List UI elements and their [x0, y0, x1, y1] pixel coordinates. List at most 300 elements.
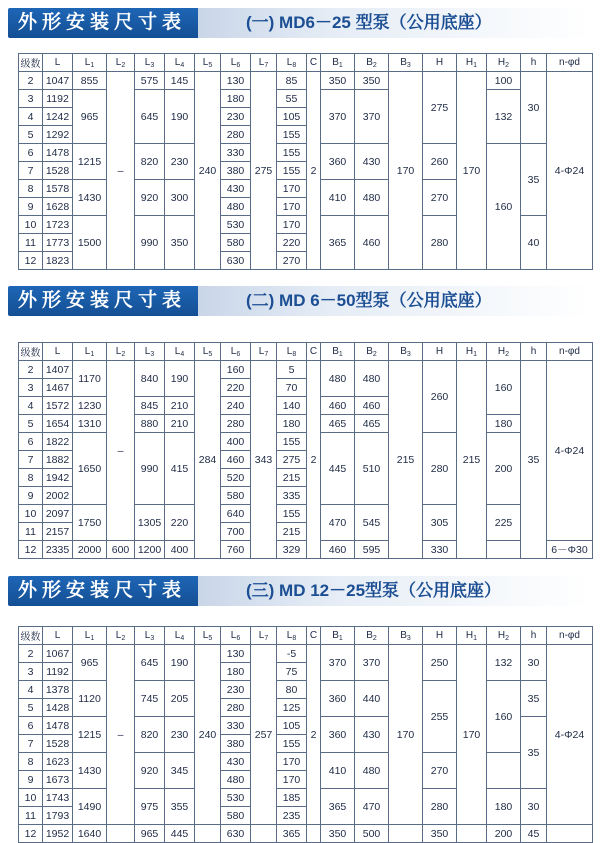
cell: 445	[321, 433, 355, 505]
stage-cell: 2	[19, 645, 43, 663]
cell: 170	[277, 771, 307, 789]
cell: 580	[221, 807, 251, 825]
cell: 370	[355, 90, 389, 144]
cell: 1578	[43, 180, 73, 198]
stage-cell: 6	[19, 144, 43, 162]
cell: 30	[521, 645, 547, 681]
cell: 510	[355, 433, 389, 505]
table-header-row	[19, 54, 593, 72]
cell: 132	[487, 645, 521, 681]
header-cell: $B_3$	[389, 54, 423, 72]
header-cell: L	[43, 54, 73, 72]
cell: 1407	[43, 361, 73, 379]
stage-cell: 9	[19, 771, 43, 789]
cell: 580	[221, 234, 251, 252]
cell	[487, 541, 521, 559]
cell: 990	[135, 216, 165, 270]
cell: 230	[221, 108, 251, 126]
cell: 305	[423, 505, 457, 541]
cell: 1047	[43, 72, 73, 90]
header-cell: C	[307, 343, 321, 361]
table-row	[19, 72, 593, 90]
cell: 380	[221, 162, 251, 180]
cell: 180	[221, 90, 251, 108]
cell: 230	[221, 681, 251, 699]
table-row	[19, 361, 593, 379]
cell: 430	[355, 717, 389, 753]
cell: 329	[277, 541, 307, 559]
header-cell: $B_2$	[355, 627, 389, 645]
cell: 170	[457, 645, 487, 825]
cell: 530	[221, 216, 251, 234]
cell: 1478	[43, 717, 73, 735]
cell: 350	[321, 825, 355, 843]
header-cell: $H_2$	[487, 343, 521, 361]
cell: 1793	[43, 807, 73, 825]
cell: 1490	[73, 789, 107, 825]
cell: 430	[221, 180, 251, 198]
stage-cell: 12	[19, 252, 43, 270]
header-cell: $L_7$	[251, 343, 277, 361]
header-cell: $L_3$	[135, 54, 165, 72]
cell: 30	[521, 72, 547, 144]
cell: 465	[321, 415, 355, 433]
cell: 270	[277, 252, 307, 270]
cell: 200	[487, 825, 521, 843]
stage-cell: 8	[19, 469, 43, 487]
cell: 1750	[73, 505, 107, 541]
table-row	[19, 541, 593, 559]
cell: 820	[135, 144, 165, 180]
header-cell: $H_1$	[457, 343, 487, 361]
cell: 380	[221, 735, 251, 753]
cell: 1120	[73, 681, 107, 717]
stage-cell: 12	[19, 825, 43, 843]
cell: 280	[423, 216, 457, 270]
cell: 480	[321, 361, 355, 397]
cell: 370	[321, 90, 355, 144]
cell: 132	[487, 90, 521, 144]
cell: 235	[277, 807, 307, 825]
section-1-banner	[8, 8, 592, 38]
stage-cell: 2	[19, 72, 43, 90]
stage-cell: 8	[19, 753, 43, 771]
cell: 575	[135, 72, 165, 90]
cell: 1650	[73, 433, 107, 505]
cell: 480	[355, 753, 389, 789]
header-cell: $L_4$	[165, 627, 195, 645]
cell: 430	[221, 753, 251, 771]
header-cell: $B_3$	[389, 343, 423, 361]
stage-cell: 5	[19, 415, 43, 433]
stage-cell: 5	[19, 126, 43, 144]
cell: 360	[321, 144, 355, 180]
cell: 210	[165, 397, 195, 415]
cell: 1192	[43, 663, 73, 681]
cell: 1572	[43, 397, 73, 415]
cell: 30	[521, 789, 547, 825]
table-row	[19, 433, 593, 451]
cell: 190	[165, 90, 195, 144]
cell: 190	[165, 361, 195, 397]
header-cell: H	[423, 627, 457, 645]
stage-cell: 9	[19, 487, 43, 505]
header-cell: h	[521, 627, 547, 645]
cell: 415	[165, 433, 195, 505]
cell	[195, 825, 221, 843]
header-cell: $L_1$	[73, 343, 107, 361]
stage-cell: 3	[19, 379, 43, 397]
cell: 2335	[43, 541, 73, 559]
cell: 1430	[73, 753, 107, 789]
cell: 257	[251, 645, 277, 825]
cell: 1230	[73, 397, 107, 415]
cell: 4-Φ24	[547, 361, 593, 541]
cell: 1428	[43, 699, 73, 717]
cell: 280	[423, 433, 457, 505]
cell: 965	[135, 825, 165, 843]
table-row	[19, 90, 593, 108]
cell: 145	[165, 72, 195, 90]
header-cell: $B_3$	[389, 627, 423, 645]
cell: 75	[277, 663, 307, 681]
cell: –	[107, 645, 135, 825]
cell: 2157	[43, 523, 73, 541]
header-cell: $L_3$	[135, 627, 165, 645]
cell: 410	[321, 753, 355, 789]
cell	[251, 825, 277, 843]
header-cell: $L_4$	[165, 54, 195, 72]
header-cell: $L_6$	[221, 343, 251, 361]
cell: 270	[423, 753, 457, 789]
cell	[547, 825, 593, 843]
cell: 45	[521, 825, 547, 843]
cell	[107, 825, 135, 843]
cell: 460	[221, 451, 251, 469]
cell: 240	[195, 645, 221, 825]
cell: 70	[277, 379, 307, 397]
cell: 350	[321, 72, 355, 90]
cell: 400	[221, 433, 251, 451]
stage-cell: 5	[19, 699, 43, 717]
cell: 180	[487, 789, 521, 825]
cell: 855	[73, 72, 107, 90]
header-cell: n-φd	[547, 54, 593, 72]
cell: 1242	[43, 108, 73, 126]
stage-cell: 9	[19, 198, 43, 216]
table-row	[19, 789, 593, 807]
cell: 240	[221, 397, 251, 415]
header-cell: h	[521, 54, 547, 72]
cell: 1942	[43, 469, 73, 487]
cell: 200	[487, 433, 521, 505]
section-3-banner	[8, 576, 592, 606]
header-cell: $L_3$	[135, 343, 165, 361]
cell: 180	[221, 663, 251, 681]
cell: 330	[221, 717, 251, 735]
cell: 170	[277, 216, 307, 234]
cell: 470	[355, 789, 389, 825]
cell: 260	[423, 361, 457, 433]
cell: 240	[195, 72, 221, 270]
header-cell: $B_1$	[321, 54, 355, 72]
cell: 105	[277, 108, 307, 126]
cell: 284	[195, 361, 221, 559]
cell: 160	[487, 361, 521, 415]
cell: 155	[277, 505, 307, 523]
cell: 1310	[73, 415, 107, 433]
cell: 480	[355, 361, 389, 397]
cell: 630	[221, 252, 251, 270]
stage-cell: 12	[19, 541, 43, 559]
cell: 1170	[73, 361, 107, 397]
cell: 330	[423, 541, 457, 559]
cell: 640	[221, 505, 251, 523]
header-cell: n-φd	[547, 343, 593, 361]
cell: 170	[389, 72, 423, 270]
cell: 35	[521, 144, 547, 216]
cell: –	[107, 72, 135, 270]
cell: 220	[165, 505, 195, 541]
stage-cell: 10	[19, 216, 43, 234]
table-row	[19, 645, 593, 663]
cell: 1305	[135, 505, 165, 541]
cell: 1743	[43, 789, 73, 807]
cell: 1215	[73, 144, 107, 180]
cell: 343	[251, 361, 277, 559]
header-cell: $L_2$	[107, 54, 135, 72]
cell: 140	[277, 397, 307, 415]
cell: 125	[277, 699, 307, 717]
dimension-table-3	[18, 626, 593, 843]
cell: 1628	[43, 198, 73, 216]
header-cell: 级数	[19, 627, 43, 645]
cell: 975	[135, 789, 165, 825]
cell: 645	[135, 90, 165, 144]
cell: 365	[321, 789, 355, 825]
header-cell: H	[423, 343, 457, 361]
stage-cell: 6	[19, 717, 43, 735]
cell: 300	[165, 180, 195, 216]
cell: 220	[277, 234, 307, 252]
cell: 170	[277, 753, 307, 771]
header-cell: $L_5$	[195, 54, 221, 72]
header-cell: $L_2$	[107, 343, 135, 361]
cell: 1528	[43, 162, 73, 180]
cell: 230	[165, 717, 195, 753]
cell: 1478	[43, 144, 73, 162]
cell: 170	[277, 198, 307, 216]
cell: 210	[165, 415, 195, 433]
cell: 2	[307, 72, 321, 270]
cell: 1654	[43, 415, 73, 433]
header-cell: 级数	[19, 343, 43, 361]
header-cell: $L_4$	[165, 343, 195, 361]
cell: 1467	[43, 379, 73, 397]
cell: 845	[135, 397, 165, 415]
cell: 480	[355, 180, 389, 216]
cell: 35	[521, 717, 547, 789]
cell: 1640	[73, 825, 107, 843]
cell: 360	[321, 717, 355, 753]
cell: 345	[165, 753, 195, 789]
cell: 215	[457, 361, 487, 559]
table-row	[19, 681, 593, 699]
cell: 80	[277, 681, 307, 699]
cell: 445	[165, 825, 195, 843]
stage-cell: 7	[19, 451, 43, 469]
dimension-table-1	[18, 53, 593, 270]
cell: 595	[355, 541, 389, 559]
header-cell: $L_1$	[73, 627, 107, 645]
header-cell: n-φd	[547, 627, 593, 645]
header-cell: h	[521, 343, 547, 361]
dimension-table-2	[18, 342, 593, 559]
cell: 335	[277, 487, 307, 505]
stage-cell: 10	[19, 505, 43, 523]
cell: 400	[165, 541, 195, 559]
cell: 275	[277, 451, 307, 469]
cell: 760	[221, 541, 251, 559]
cell: 1500	[73, 216, 107, 270]
stage-cell: 7	[19, 162, 43, 180]
cell: 220	[221, 379, 251, 397]
cell: 130	[221, 72, 251, 90]
cell: 260	[423, 144, 457, 180]
cell: 185	[277, 789, 307, 807]
cell: 1200	[135, 541, 165, 559]
cell: 105	[277, 717, 307, 735]
cell: 430	[355, 144, 389, 180]
cell: 1773	[43, 234, 73, 252]
cell: 270	[423, 180, 457, 216]
section-2-banner	[8, 286, 592, 316]
cell: 155	[277, 735, 307, 753]
cell: 100	[487, 72, 521, 90]
cell: 350	[165, 216, 195, 270]
cell: 215	[277, 469, 307, 487]
cell: 155	[277, 433, 307, 451]
stage-cell: 8	[19, 180, 43, 198]
stage-cell: 7	[19, 735, 43, 753]
cell: 820	[135, 717, 165, 753]
header-cell: H	[423, 54, 457, 72]
cell: 2	[307, 645, 321, 825]
cell: 460	[321, 397, 355, 415]
section-2-model-title: (二) MD 6－50型泵（公用底座）	[198, 286, 592, 316]
cell: 1528	[43, 735, 73, 753]
cell: 215	[389, 361, 423, 559]
cell: 990	[135, 433, 165, 505]
cell	[457, 825, 487, 843]
header-cell: $B_2$	[355, 54, 389, 72]
stage-cell: 10	[19, 789, 43, 807]
header-cell: $B_1$	[321, 627, 355, 645]
cell: 280	[221, 699, 251, 717]
header-cell: $L_2$	[107, 627, 135, 645]
cell: 280	[221, 415, 251, 433]
cell: 1430	[73, 180, 107, 216]
cell: 1723	[43, 216, 73, 234]
cell: 215	[277, 523, 307, 541]
header-cell: $H_2$	[487, 54, 521, 72]
cell: 40	[521, 216, 547, 270]
header-cell: $L_7$	[251, 627, 277, 645]
stage-cell: 11	[19, 523, 43, 541]
cell: 170	[389, 645, 423, 825]
cell	[487, 753, 521, 789]
cell: 190	[165, 645, 195, 681]
cell: 1215	[73, 717, 107, 753]
cell: 180	[277, 415, 307, 433]
table-row	[19, 144, 593, 162]
cell: 460	[355, 216, 389, 270]
cell: 530	[221, 789, 251, 807]
cell: 350	[423, 825, 457, 843]
cell	[389, 825, 423, 843]
header-cell: $L_5$	[195, 343, 221, 361]
stage-cell: 3	[19, 90, 43, 108]
cell: 160	[487, 681, 521, 753]
header-cell: L	[43, 627, 73, 645]
header-cell: L	[43, 343, 73, 361]
cell: 230	[165, 144, 195, 180]
cell: 520	[221, 469, 251, 487]
cell: 965	[73, 90, 107, 144]
cell: 465	[355, 415, 389, 433]
stage-cell: 11	[19, 234, 43, 252]
header-cell: $L_7$	[251, 54, 277, 72]
stage-cell: 2	[19, 361, 43, 379]
cell: 700	[221, 523, 251, 541]
cell: 840	[135, 361, 165, 397]
cell: 205	[165, 681, 195, 717]
cell: 130	[221, 645, 251, 663]
cell: 5	[277, 361, 307, 379]
cell: 155	[277, 162, 307, 180]
cell: 155	[277, 144, 307, 162]
cell: 370	[321, 645, 355, 681]
header-cell: $B_1$	[321, 343, 355, 361]
cell: 280	[221, 126, 251, 144]
cell: 180	[487, 415, 521, 433]
cell: 85	[277, 72, 307, 90]
cell: 500	[355, 825, 389, 843]
stage-cell: 3	[19, 663, 43, 681]
cell: –	[107, 361, 135, 541]
cell: 580	[221, 487, 251, 505]
header-cell: $L_8$	[277, 343, 307, 361]
cell: 545	[355, 505, 389, 541]
cell: 355	[165, 789, 195, 825]
cell: 480	[221, 771, 251, 789]
section-2-banner-title: 外形安装尺寸表	[8, 286, 198, 316]
header-cell: $L_6$	[221, 54, 251, 72]
cell: 350	[355, 72, 389, 90]
cell: 275	[423, 72, 457, 144]
cell: 225	[487, 505, 521, 541]
section-3-model-title: (三) MD 12－25型泵（公用底座）	[198, 576, 592, 606]
header-cell: 级数	[19, 54, 43, 72]
table-row	[19, 505, 593, 523]
header-cell: $H_1$	[457, 54, 487, 72]
header-cell: $H_2$	[487, 627, 521, 645]
cell: 4-Φ24	[547, 645, 593, 825]
cell: 6－Φ30	[547, 541, 593, 559]
section-1-model-title: (一) MD6－25 型泵（公用底座）	[198, 8, 592, 38]
table-row	[19, 825, 593, 843]
header-cell: $L_5$	[195, 627, 221, 645]
